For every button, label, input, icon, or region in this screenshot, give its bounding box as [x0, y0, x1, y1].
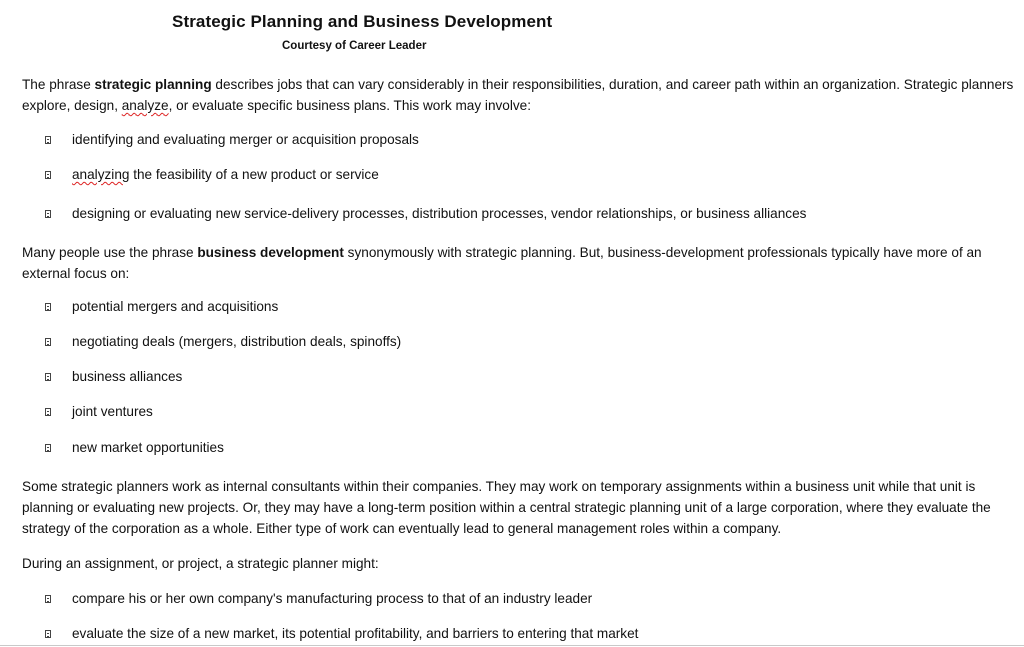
- list-item: [0, 624, 1024, 644]
- list-item: [0, 589, 1024, 609]
- list-item-text: designing or evaluating new service-delivery processes, distribution processes, vendor relationships, or business alliances: [72, 206, 807, 221]
- intro-text-middle: describes jobs that can vary considerably in their responsibilities, duration, and career path within an organization. Strategic planners explore, design,: [22, 77, 1014, 113]
- list-item: [0, 165, 1024, 185]
- intro-paragraph: [22, 74, 1017, 116]
- list-item-text: potential mergers and acquisitions: [72, 299, 279, 314]
- list-item: [0, 367, 1024, 387]
- spellcheck-word-analyzing[interactable]: analyzing: [72, 167, 130, 182]
- list-item: [0, 204, 1024, 224]
- list-item-text: identifying and evaluating merger or acquisition proposals: [72, 132, 419, 147]
- list-item-text: negotiating deals (mergers, distribution deals, spinoffs): [72, 334, 402, 349]
- bullet-icon: [45, 373, 51, 381]
- assignment-paragraph: During an assignment, or project, a strategic planner might:: [22, 556, 379, 571]
- list-item-text: compare his or her own company's manufacturing process to that of an industry leader: [72, 591, 593, 606]
- strategic-planning-term: strategic planning: [94, 77, 212, 92]
- page-edge-divider: [0, 645, 1024, 646]
- business-development-paragraph: [22, 242, 1017, 284]
- document-title: Strategic Planning and Business Development: [172, 12, 553, 31]
- list-item-text: joint ventures: [72, 404, 153, 419]
- bullet-icon: [45, 595, 51, 603]
- list-item: [0, 402, 1024, 422]
- bd-text-pre: Many people use the phrase: [22, 245, 198, 260]
- list-item-text: evaluate the size of a new market, its potential profitability, and barriers to entering that market: [72, 626, 639, 641]
- bullet-icon: [45, 171, 51, 179]
- list-item-text-wrap: [72, 165, 379, 185]
- bullet-icon: [45, 210, 51, 218]
- bullet-icon: [45, 444, 51, 452]
- list-item-text: new market opportunities: [72, 440, 224, 455]
- bullet-icon: [45, 630, 51, 638]
- bullet-icon: [45, 303, 51, 311]
- list-item: [0, 130, 1024, 150]
- list-item: [0, 332, 1024, 352]
- internal-consultants-paragraph: Some strategic planners work as internal consultants within their companies. They may work on temporary assignments within a business unit while that unit is planning or evaluating new projects. Or, they may have a long-term position within a central strategic planning unit of a large corporation, where they evaluate the strategy of the corporation as a whole. Either type of work can eventually lead to general management roles within a company.: [22, 479, 991, 536]
- list-item-text: business alliances: [72, 369, 183, 384]
- bullet-icon: [45, 136, 51, 144]
- bullet-icon: [45, 338, 51, 346]
- bd-text-post: synonymously with strategic planning. But, business-development professionals typically have more of an external focus on:: [22, 245, 982, 281]
- intro-text-pre: The phrase: [22, 77, 95, 92]
- list-item-text: the feasibility of a new product or service: [129, 167, 379, 182]
- list-item: [0, 297, 1024, 317]
- business-development-term: business development: [197, 245, 344, 260]
- spellcheck-word-analyze[interactable]: analyze: [121, 98, 169, 113]
- list-item: [0, 438, 1024, 458]
- bullet-icon: [45, 408, 51, 416]
- document-subtitle: Courtesy of Career Leader: [282, 40, 427, 52]
- intro-text-end: , or evaluate specific business plans. This work may involve:: [168, 98, 532, 113]
